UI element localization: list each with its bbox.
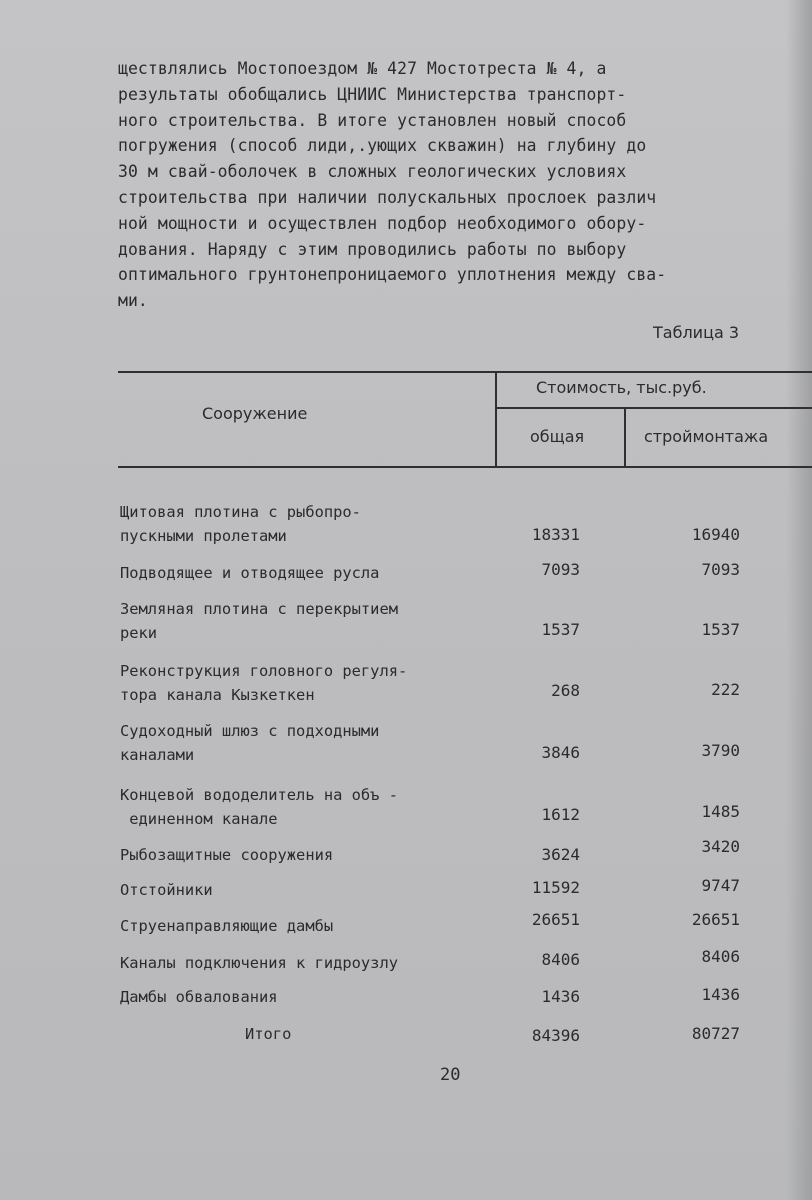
- paragraph-line: оптимального грунтонепроницаемого уплотнения между сва-: [118, 265, 667, 285]
- row-construction-cost: 3420: [701, 837, 740, 856]
- row-total-cost: 1436: [541, 987, 580, 1006]
- row-total-cost: 18331: [531, 525, 580, 544]
- row-construction-cost: 1485: [701, 802, 740, 821]
- page-edge-shadow: [786, 0, 812, 1200]
- row-total-cost: 11592: [531, 878, 580, 897]
- paragraph-line: ной мощности и осуществлен подбор необходимого обору-: [118, 213, 647, 233]
- row-total-cost: 268: [551, 681, 580, 700]
- row-structure-name: Судоходный шлюз с подходными каналами: [120, 722, 380, 764]
- column-header-construction: строймонтажа: [644, 427, 769, 446]
- row-construction-cost: 16940: [691, 525, 740, 544]
- grand-total-cost: 84396: [531, 1026, 580, 1045]
- header-bottom-rule: [118, 466, 812, 468]
- row-total-cost: 26651: [531, 910, 580, 929]
- row-structure-name: Дамбы обвалования: [120, 988, 278, 1006]
- table-caption: Таблица 3: [653, 323, 740, 342]
- paragraph-line: результаты обобщались ЦНИИС Министерства транспорт-: [118, 84, 627, 104]
- row-construction-cost: 1436: [701, 985, 740, 1004]
- paragraph-line: погружения (способ лиди,.ующих скважин) на глубину до: [118, 136, 647, 156]
- row-total-cost: 7093: [541, 560, 580, 579]
- page-number: 20: [440, 1065, 461, 1085]
- header-sub-rule: [496, 407, 812, 409]
- row-structure-name: Рыбозащитные сооружения: [120, 846, 334, 864]
- subheader-column-divider: [624, 408, 626, 468]
- row-construction-cost: 8406: [701, 947, 740, 966]
- paragraph-line: строительства при наличии полускальных прослоек различ: [118, 187, 657, 207]
- row-structure-name: Щитовая плотина с рыбопро- пускными пролетами: [120, 503, 361, 545]
- row-structure-name: Земляная плотина с перекрытием реки: [120, 600, 398, 642]
- row-structure-name: Реконструкция головного регуля- тора канала Кызкеткен: [120, 662, 408, 704]
- row-total-cost: 8406: [541, 950, 580, 969]
- row-construction-cost: 26651: [691, 910, 740, 929]
- column-header-cost: Стоимость, тыс.руб.: [536, 378, 707, 397]
- row-structure-name: Отстойники: [120, 881, 213, 899]
- row-total-cost: 1612: [541, 805, 580, 824]
- row-total-cost: 1537: [541, 620, 580, 639]
- row-construction-cost: 7093: [701, 560, 740, 579]
- row-structure-name: Струенаправляющие дамбы: [120, 917, 334, 935]
- paragraph-line: дования. Наряду с этим проводились работы по выбору: [118, 239, 627, 259]
- paragraph-line: ми.: [118, 291, 148, 311]
- header-column-divider: [495, 372, 497, 468]
- row-construction-cost: 3790: [701, 741, 740, 760]
- body-paragraph: [118, 56, 778, 314]
- column-header-total: общая: [530, 427, 585, 446]
- row-total-cost: 3624: [541, 845, 580, 864]
- row-structure-name: Подводящее и отводящее русла: [120, 564, 380, 582]
- paragraph-line: ного строительства. В итоге установлен новый способ: [118, 110, 627, 130]
- paragraph-line: 30 м свай-оболочек в сложных геологических условиях: [118, 162, 627, 182]
- table-top-rule: [118, 371, 812, 373]
- grand-total-construction-cost: 80727: [691, 1024, 740, 1043]
- row-structure-name: Концевой вододелитель на объ - единенном канале: [120, 786, 398, 828]
- column-header-structure: Сооружение: [202, 404, 308, 423]
- row-construction-cost: 9747: [701, 876, 740, 895]
- row-total-cost: 3846: [541, 743, 580, 762]
- total-label: Итого: [245, 1025, 292, 1043]
- row-structure-name: Каналы подключения к гидроузлу: [120, 954, 398, 972]
- row-construction-cost: 1537: [701, 620, 740, 639]
- paragraph-line: ществлялись Мостопоездом № 427 Мостотреста № 4, а: [118, 59, 607, 78]
- row-construction-cost: 222: [711, 680, 740, 699]
